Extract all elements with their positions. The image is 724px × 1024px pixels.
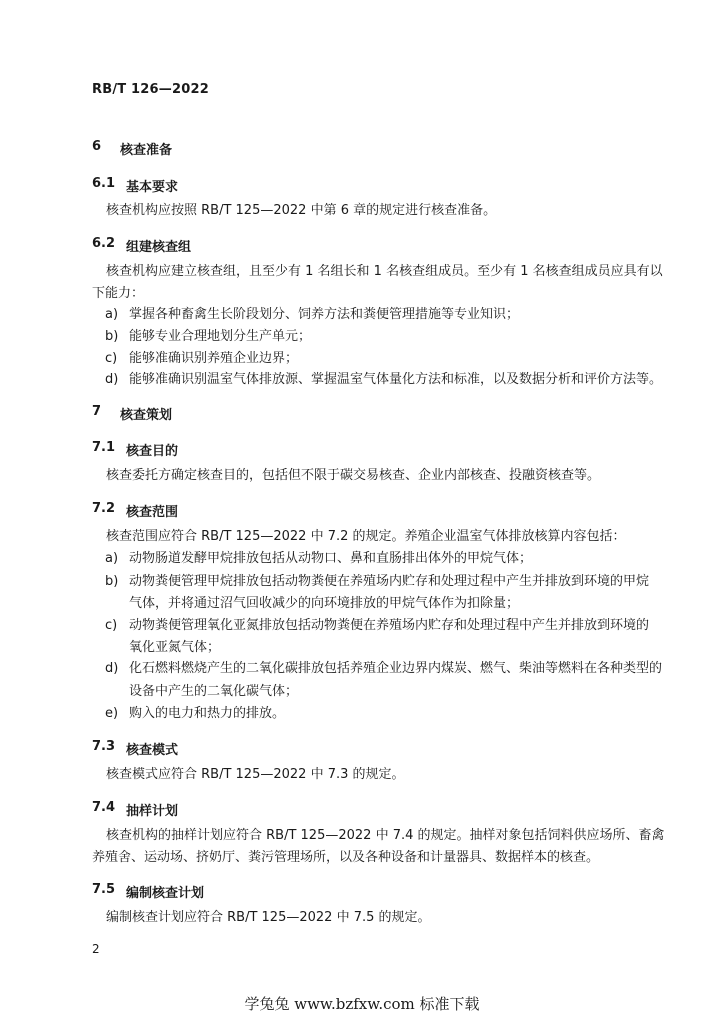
- section-7-4-number: 7.4: [92, 800, 116, 815]
- section-7-5-title: 编制核查计划: [126, 886, 205, 901]
- section-6-2-number: 6.2: [92, 236, 116, 251]
- section-7-5-number: 7.5: [92, 882, 116, 897]
- section-7-1-title: 核查目的: [126, 444, 179, 459]
- section-6-title: 核查准备: [120, 143, 173, 158]
- watermark-text: 学兔兔 www.bzfxw.com 标准下载: [244, 995, 480, 1013]
- list-marker: b): [105, 329, 119, 344]
- list-item: 购入的电力和热力的排放。: [129, 706, 286, 721]
- section-6-2-body-line1: 核查机构应建立核查组，且至少有 1 名组长和 1 名核查组成员。至少有 1 名核查组成员应具有以: [106, 264, 663, 279]
- list-marker: c): [105, 351, 118, 366]
- section-7-2-title: 核查范围: [126, 505, 179, 520]
- section-7-4-body-line2: 养殖舍、运动场、挤奶厅、粪污管理场所，以及各种设备和计量器具、数据样本的核查。: [92, 850, 600, 865]
- section-7-5-body: 编制核查计划应符合 RB/T 125—2022 中 7.5 的规定。: [106, 910, 431, 925]
- list-marker: a): [105, 551, 119, 566]
- list-item: 动物粪便管理氧化亚氮排放包括动物粪便在养殖场内贮存和处理过程中产生并排放到环境的: [129, 618, 650, 633]
- section-7-2-number: 7.2: [92, 501, 116, 516]
- list-item: 能够准确识别养殖企业边界；: [129, 351, 299, 366]
- list-item-continuation: 气体，并将通过沼气回收减少的向环境排放的甲烷气体作为扣除量；: [129, 596, 520, 611]
- list-item: 动物粪便管理甲烷排放包括动物粪便在养殖场内贮存和处理过程中产生并排放到环境的甲烷: [129, 574, 650, 589]
- section-7-2-body: 核查范围应符合 RB/T 125—2022 中 7.2 的规定。养殖企业温室气体排放核算内容包括：: [106, 529, 626, 544]
- page-number: 2: [92, 942, 100, 956]
- list-item: 能够准确识别温室气体排放源、掌握温室气体量化方法和标准，以及数据分析和评价方法等。: [129, 372, 663, 387]
- section-6-1-body: 核查机构应按照 RB/T 125—2022 中第 6 章的规定进行核查准备。: [106, 203, 497, 218]
- section-6-2-body-line2: 下能力：: [92, 286, 145, 301]
- list-item-continuation: 设备中产生的二氧化碳气体；: [129, 684, 299, 699]
- section-7-4-title: 抽样计划: [126, 804, 179, 819]
- section-7-1-number: 7.1: [92, 440, 116, 455]
- section-7-3-title: 核查模式: [126, 743, 179, 758]
- list-item: 动物肠道发酵甲烷排放包括从动物口、鼻和直肠排出体外的甲烷气体；: [129, 551, 533, 566]
- section-6-2-title: 组建核查组: [126, 240, 192, 255]
- list-item: 化石燃料燃烧产生的二氧化碳排放包括养殖企业边界内煤炭、燃气、柴油等燃料在各种类型的: [129, 661, 663, 676]
- section-7-3-body: 核查模式应符合 RB/T 125—2022 中 7.3 的规定。: [106, 767, 405, 782]
- list-marker: a): [105, 307, 119, 322]
- section-7-1-body: 核查委托方确定核查目的，包括但不限于碳交易核查、企业内部核查、投融资核查等。: [106, 468, 601, 483]
- document-code: RB/T 126—2022: [92, 82, 209, 97]
- section-7-title: 核查策划: [120, 408, 173, 423]
- list-marker: d): [105, 661, 119, 676]
- section-6-1-title: 基本要求: [126, 180, 179, 195]
- section-6-number: 6: [92, 139, 102, 154]
- section-7-3-number: 7.3: [92, 739, 116, 754]
- section-7-4-body-line1: 核查机构的抽样计划应符合 RB/T 125—2022 中 7.4 的规定。抽样对象包括饲料供应场所、畜禽: [106, 828, 665, 843]
- section-6-1-number: 6.1: [92, 176, 116, 191]
- section-7-number: 7: [92, 404, 102, 419]
- list-marker: d): [105, 372, 119, 387]
- list-marker: b): [105, 574, 119, 589]
- list-item: 掌握各种畜禽生长阶段划分、饲养方法和粪便管理措施等专业知识；: [129, 307, 520, 322]
- list-marker: c): [105, 618, 118, 633]
- list-marker: e): [105, 706, 119, 721]
- list-item-continuation: 氧化亚氮气体；: [129, 640, 221, 655]
- list-item: 能够专业合理地划分生产单元；: [129, 329, 312, 344]
